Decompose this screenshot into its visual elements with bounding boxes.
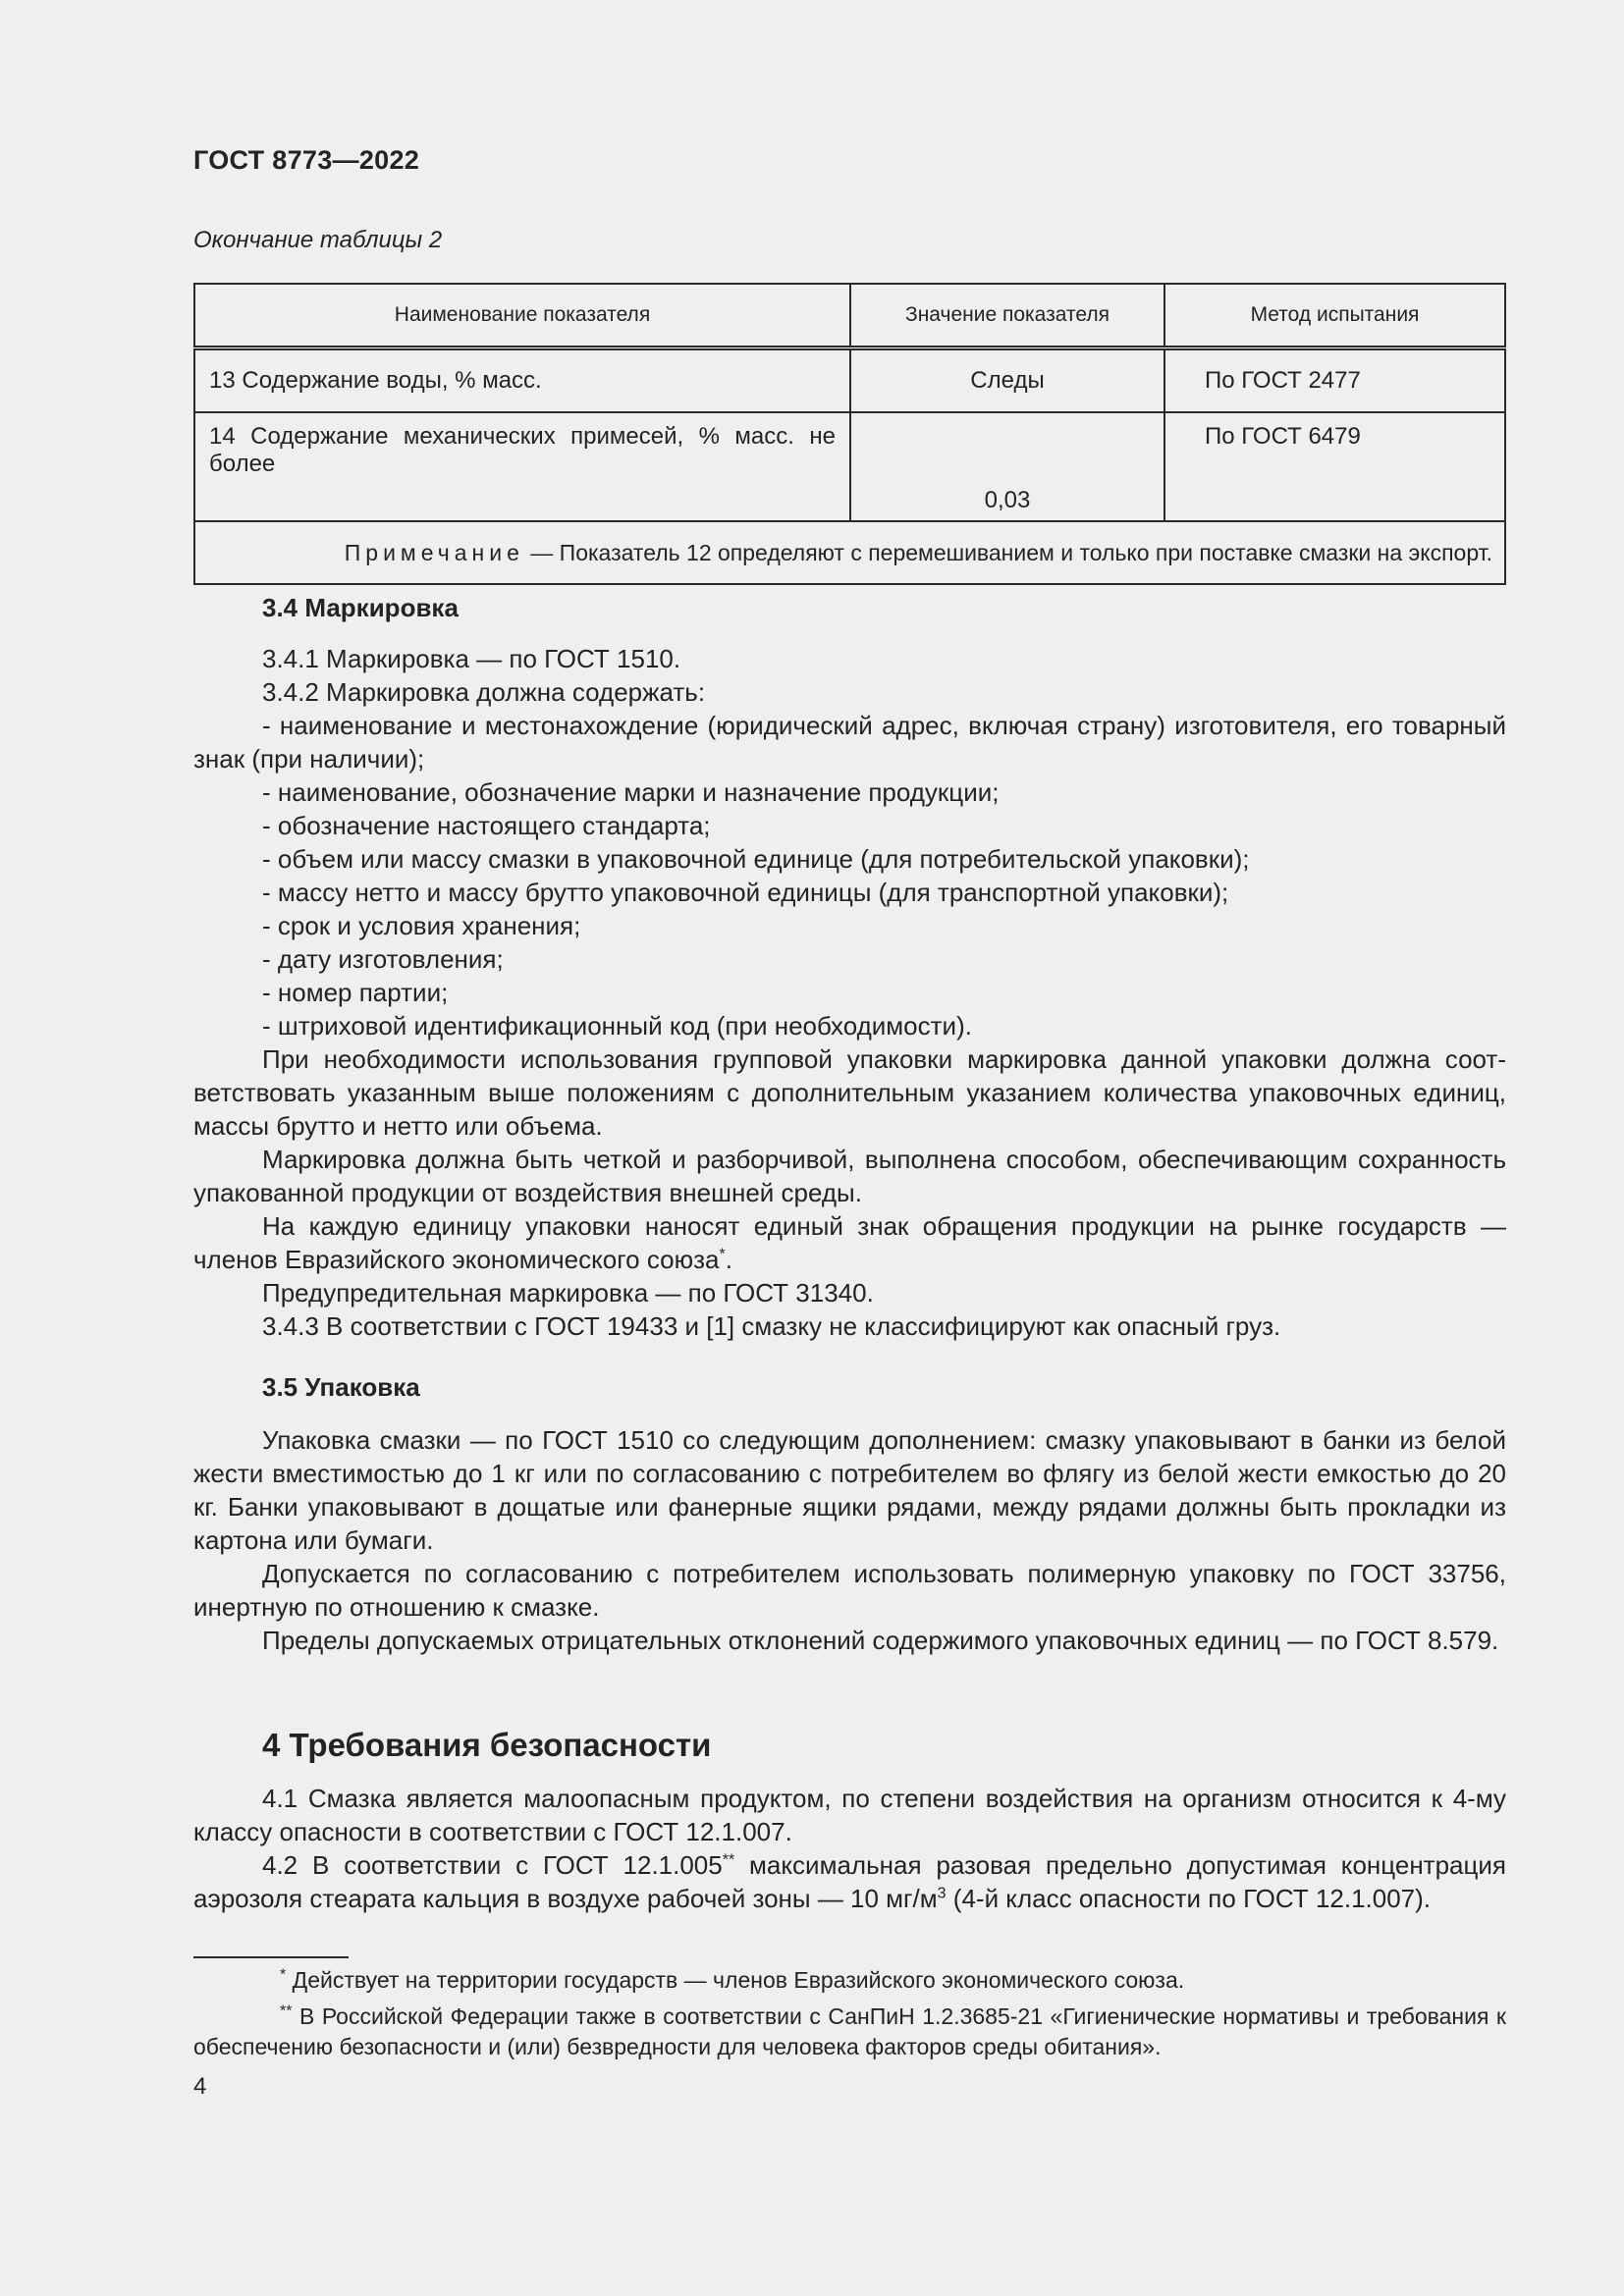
properties-table — [193, 283, 1506, 585]
paragraph: На каждую единицу упаковки наносят единый знак обращения продукции на рынке государств — членов Евразийского экономического союза*. — [193, 1211, 1506, 1274]
list-item: - наименование и местонахождение (юридический адрес, включая страну) изготовителя, его товарный знак (при наличии); — [193, 711, 1506, 774]
list-item: - срок и условия хранения; — [262, 911, 581, 940]
paragraph: 3.4.2 Маркировка должна содержать: — [262, 677, 706, 707]
table-row — [194, 412, 1505, 521]
paragraph: 4.2 В соответствии с ГОСТ 12.1.005** максимальная разовая предельно допустимая концентрация аэрозоля стеарата кальция в воздухе рабочей зоны — 10 $мг/м^3$ (4-й класс опасности по ГОСТ 12.1.007). — [193, 1850, 1507, 1913]
paragraph: 3.4.1 Маркировка — по ГОСТ 1510. — [262, 644, 681, 673]
table-cell: 13 Содержание воды, % масс. — [194, 348, 850, 413]
paragraph: При необходимости использования групповой упаковки маркировка данной упаковки должна соответствовать указанным выше положениям с дополнительным указанием количества упаковочных единиц, массы брутто и нетто или объема. — [193, 1044, 1506, 1141]
paragraph: Предупредительная маркировка — по ГОСТ 31340. — [262, 1278, 874, 1308]
list-item: - наименование, обозначение марки и назначение продукции; — [262, 777, 1000, 807]
footnote-mark: ** — [722, 1851, 735, 1869]
paragraph: Маркировка должна быть четкой и разборчивой, выполнена способом, обеспечивающим сохранность упакованной продукции от воздействия внешней среды. — [193, 1145, 1506, 1207]
table-cell: 0,03 — [850, 412, 1164, 521]
section-heading: 3.5 Упаковка — [262, 1372, 420, 1402]
list-item: - штриховой идентификационный код (при необходимости). — [262, 1011, 972, 1041]
column-header: Наименование показателя — [194, 284, 850, 348]
paragraph: Пределы допускаемых отрицательных отклонений содержимого упаковочных единиц — по ГОСТ 8.579. — [262, 1626, 1499, 1655]
list-item: - дату изготовления; — [262, 944, 504, 974]
footnote: ** В Российской Федерации также в соответствии с СанПиН 1.2.3685-21 «Гигиенические нормативы и требования к обеспечению безопасности и (или) безвредности для человека факторов среды обитания». — [193, 2002, 1506, 2059]
table-cell: По ГОСТ 6479 — [1164, 412, 1505, 521]
section-4 — [193, 1729, 1506, 1915]
paragraph: Допускается по согласованию с потребителем использовать полимерную упаковку по ГОСТ 33756, инертную по отношению к смазке. — [193, 1559, 1506, 1622]
paragraph: 3.4.3 В соответствии с ГОСТ 19433 и [1] смазку не классифицируют как опасный груз. — [262, 1311, 1281, 1341]
table-cell: Следы — [850, 348, 1164, 413]
column-header: Значение показателя — [850, 284, 1164, 348]
column-header: Метод испытания — [1164, 284, 1505, 348]
list-item: - номер партии; — [262, 978, 449, 1007]
section-heading: 3.4 Маркировка — [262, 593, 459, 622]
superscript: 3 — [937, 1885, 947, 1902]
section-heading: 4 Требования безопасности — [262, 1727, 712, 1763]
section-3-4 — [193, 591, 1506, 1343]
table-note — [194, 521, 1505, 584]
table-cell: 14 Содержание механических примесей, % масс. не более — [194, 412, 850, 521]
list-item: - обозначение настоящего стандарта; — [262, 811, 711, 840]
table-header-row — [194, 284, 1505, 348]
note-label: Примечание — [344, 539, 524, 565]
footnote-divider — [193, 1956, 349, 1958]
footnote: * Действует на территории государств — членов Евразийского экономического союза. — [280, 1966, 1185, 1993]
paragraph: 4.1 Смазка является малоопасным продуктом, по степени воздействия на организм относится к 4-му классу опасности в соответствии с ГОСТ 12.1.007. — [193, 1784, 1506, 1846]
footnote-mark: * — [719, 1246, 726, 1263]
table-cell: По ГОСТ 2477 — [1164, 348, 1505, 413]
list-item: - объем или массу смазки в упаковочной единице (для потребительской упаковки); — [262, 844, 1250, 874]
table-row — [194, 348, 1505, 413]
footnotes — [193, 1965, 1506, 2062]
table-note-row — [194, 521, 1505, 584]
list-item: - массу нетто и массу брутто упаковочной единицы (для транспортной упаковки); — [262, 878, 1229, 907]
section-3-5 — [193, 1370, 1506, 1657]
table-caption: Окончание таблицы 2 — [193, 227, 443, 253]
page-number: 4 — [193, 2073, 207, 2100]
note-text: — Показатель 12 определяют с перемешиванием и только при поставке смазки на экспорт. — [523, 539, 1492, 565]
paragraph: Упаковка смазки — по ГОСТ 1510 со следующим дополнением: смазку упаковывают в банки из белой жести вместимостью до 1 кг или по согласованию с потребителем во флягу из белой жести емкостью до 20 кг. Банки упаковывают в дощатые или фанерные ящики рядами, между рядами должны быть прокладки из картона или бумаги. — [193, 1425, 1506, 1555]
document-header: ГОСТ 8773—2022 — [193, 145, 420, 175]
